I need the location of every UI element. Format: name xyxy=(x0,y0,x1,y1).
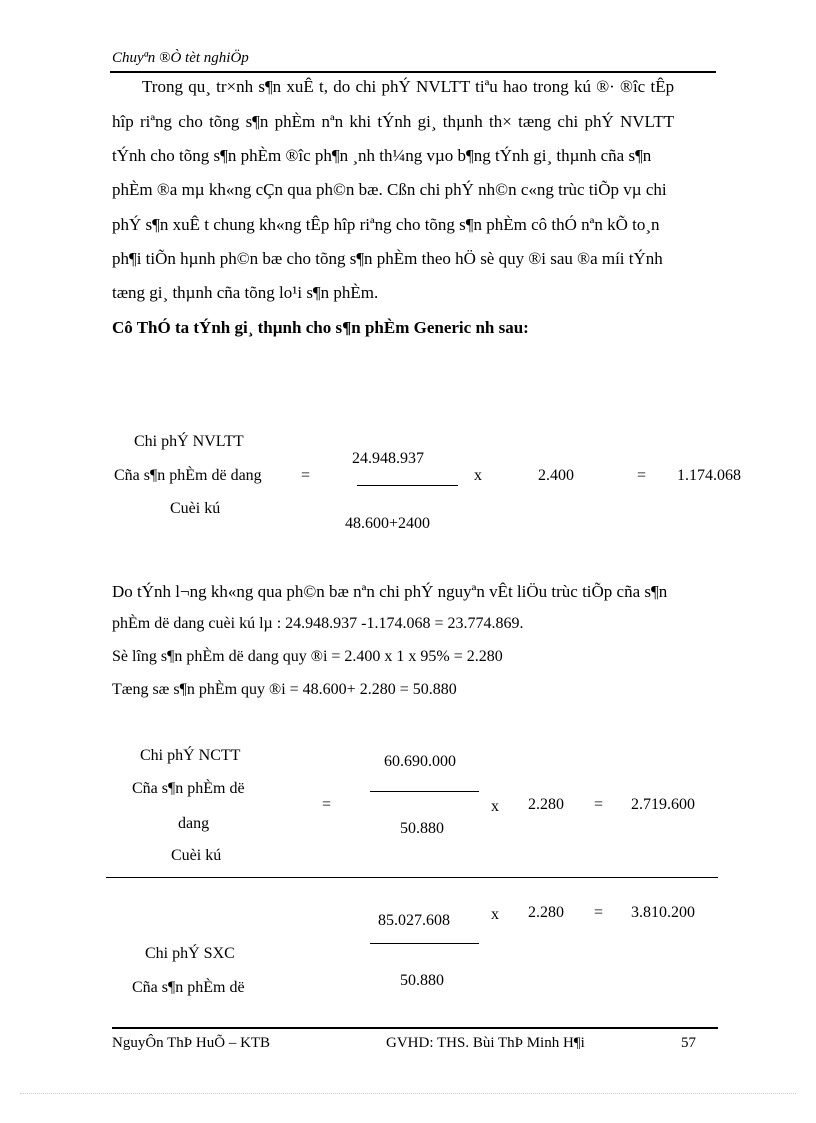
multiply-sign: x xyxy=(474,467,482,484)
fraction-bar xyxy=(357,485,458,486)
formula-label-line: Cña s¶n phÈm dë xyxy=(132,780,245,797)
formula-label-line: Cuèi kú xyxy=(170,500,221,517)
page-header-title: Chuyªn ®Ò tèt nghiÖp xyxy=(112,50,249,66)
section-heading: Cô ThÓ ta tÝnh gi¸ thµnh cho s¶n phÈm Generic nh sau: xyxy=(112,318,529,337)
multiply-sign: x xyxy=(491,798,499,815)
equals-sign: = xyxy=(594,904,604,921)
multiply-sign: x xyxy=(491,906,499,923)
intro-line: tæng gi¸ thµnh cña tõng lo¹i s¶n phÈm. xyxy=(112,283,379,302)
multiplier: 2.400 xyxy=(538,467,574,484)
denominator: 48.600+2400 xyxy=(345,515,431,532)
result: 1.174.068 xyxy=(677,467,741,484)
footer-advisor: GVHD: THS. Bùi ThÞ Minh H¶i xyxy=(386,1035,585,1051)
section-divider xyxy=(106,877,718,878)
result: 2.719.600 xyxy=(631,796,695,813)
header-rule xyxy=(110,71,716,73)
formula-label-line: Cña s¶n phÈm dë dang xyxy=(114,467,262,484)
multiplier: 2.280 xyxy=(528,904,564,921)
intro-line: hîp riªng cho tõng s¶n phÈm nªn khi tÝnh gi¸ thµnh th× tæng chi phÝ NVLTT xyxy=(112,112,675,131)
note-line: Tæng sæ s¶n phÈm quy ®i = 48.600+ 2.280 = 50.880 xyxy=(112,681,457,698)
formula-label-line: Chi phÝ NVLTT xyxy=(134,433,244,450)
result: 3.810.200 xyxy=(631,904,695,921)
formula-label-line: Chi phÝ SXC xyxy=(145,945,235,962)
equals-sign: = xyxy=(594,796,604,813)
intro-line: Trong qu¸ tr×nh s¶n xuÊ t, do chi phÝ NVLTT tiªu hao trong kú ®· ®îc tÊp xyxy=(142,77,675,96)
footer-author: NguyÔn ThÞ HuÕ – KTB xyxy=(112,1035,271,1051)
equals-sign: = xyxy=(322,796,332,813)
footer-rule xyxy=(112,1027,718,1029)
note-line: Sè lîng s¶n phÈm dë dang quy ®i = 2.400 x 1 x 95% = 2.280 xyxy=(112,648,503,665)
intro-line: tÝnh cho tõng s¶n phÈm ®îc ph¶n ¸nh th¼ng vµo b¶ng tÝnh gi¸ thµnh cña s¶n xyxy=(112,146,652,165)
denominator: 50.880 xyxy=(400,972,444,989)
denominator: 50.880 xyxy=(400,820,444,837)
equals-sign: = xyxy=(301,467,311,484)
formula-label-line: Cuèi kú xyxy=(171,847,222,864)
page-bottom-border xyxy=(20,1093,796,1094)
formula-label-line: Cña s¶n phÈm dë xyxy=(132,979,245,996)
fraction-bar xyxy=(370,943,479,944)
note-line: Do tÝnh l¬ng kh«ng qua ph©n bæ nªn chi phÝ nguyªn vÊt liÖu trùc tiÕp cña s¶n xyxy=(112,582,668,601)
intro-line: ph¶i tiÕn hµnh ph©n bæ cho tõng s¶n phÈm theo hÖ sè quy ®i sau ®a míi tÝnh xyxy=(112,249,663,268)
formula-label-line: Chi phÝ NCTT xyxy=(140,747,241,764)
formula-label-line: dang xyxy=(178,815,210,832)
intro-line: phÈm ®a mµ kh«ng cÇn qua ph©n bæ. Cßn chi phÝ nh©n c«ng trùc tiÕp vµ chi xyxy=(112,180,667,199)
note-line: phÈm dë dang cuèi kú lµ : 24.948.937 -1.174.068 = 23.774.869. xyxy=(112,615,524,632)
multiplier: 2.280 xyxy=(528,796,564,813)
equals-sign: = xyxy=(637,467,647,484)
fraction-bar xyxy=(370,791,479,792)
numerator: 60.690.000 xyxy=(384,753,456,770)
intro-line: phÝ s¶n xuÊ t chung kh«ng tÊp hîp riªng cho tõng s¶n phÈm cô thÓ nªn kÕ to¸n xyxy=(112,215,660,234)
numerator: 85.027.608 xyxy=(378,912,450,929)
numerator: 24.948.937 xyxy=(352,450,424,467)
page-number: 57 xyxy=(681,1035,696,1051)
